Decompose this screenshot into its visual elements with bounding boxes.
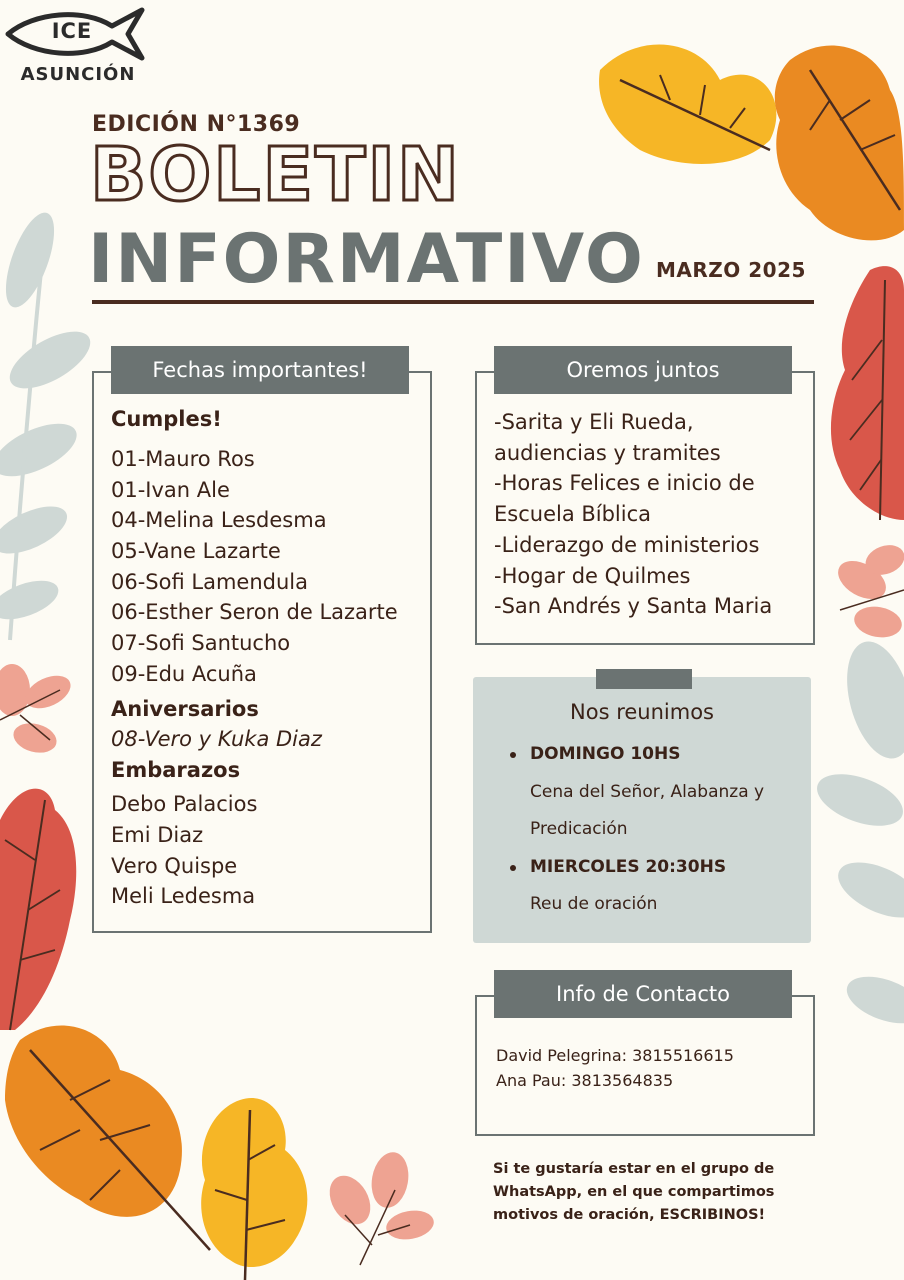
- whatsapp-note: Si te gustaría estar en el grupo de WhatsApp, en el que compartimos motivos de oración, ESCRIBINOS!: [493, 1161, 775, 1223]
- list-item: -Liderazgo de ministerios: [494, 533, 760, 557]
- reunimos-title: Nos reunimos: [570, 700, 714, 724]
- logo-city: ASUNCIÓN: [20, 64, 136, 85]
- edition-number: EDICIÓN N°1369: [92, 112, 301, 137]
- list-item: Meli Ledesma: [111, 884, 256, 908]
- title-boletin: BOLETIN: [90, 132, 461, 218]
- meeting-desc: Predicación: [530, 819, 628, 839]
- title-informativo: INFORMATIVO: [88, 220, 645, 299]
- pink-leaves-bottom: [321, 1149, 436, 1265]
- issue-date: MARZO 2025: [656, 258, 806, 282]
- gray-leaves-left: [0, 207, 99, 640]
- orange-leaf-top: [775, 46, 904, 241]
- list-item: 09-Edu Acuña: [111, 662, 257, 686]
- red-leaf-left: [0, 789, 76, 1030]
- list-item: -Horas Felices e inicio de: [494, 471, 755, 495]
- list-item: -San Andrés y Santa Maria: [494, 594, 773, 618]
- gray-leaves-right: [810, 634, 904, 1032]
- list-item: 06-Esther Seron de Lazarte: [111, 600, 398, 624]
- meeting-desc: Cena del Señor, Alabanza y: [530, 782, 765, 802]
- list-item: Emi Diaz: [111, 823, 204, 847]
- list-item: Escuela Bíblica: [494, 502, 652, 526]
- contacto-tab: Info de Contacto: [494, 970, 792, 1018]
- pink-leaves-right: [831, 540, 904, 641]
- list-item: 06-Sofi Lamendula: [111, 570, 308, 594]
- list-item: -Hogar de Quilmes: [494, 564, 691, 588]
- contact-line: David Pelegrina: 3815516615: [496, 1046, 734, 1065]
- aniversarios-heading: Aniversarios: [111, 697, 259, 721]
- list-item: -Sarita y Eli Rueda,: [494, 410, 694, 434]
- header-divider: [92, 300, 814, 304]
- list-item: Debo Palacios: [111, 792, 258, 816]
- list-item: 01-Mauro Ros: [111, 447, 255, 471]
- list-item: audiencias y tramites: [494, 441, 721, 465]
- embarazos-heading: Embarazos: [111, 758, 241, 782]
- list-item: 04-Melina Lesdesma: [111, 508, 327, 532]
- red-leaf-right: [831, 266, 904, 520]
- orange-leaf-bottom: [5, 1026, 210, 1250]
- yellow-leaf-top: [599, 45, 776, 164]
- meeting-label: DOMINGO 10HS: [530, 744, 681, 764]
- bullet-icon: [510, 752, 516, 758]
- meeting-desc: Reu de oración: [530, 894, 658, 914]
- list-item: 01-Ivan Ale: [111, 478, 230, 502]
- list-item: 08-Vero y Kuka Diaz: [111, 727, 322, 751]
- list-item: 07-Sofi Santucho: [111, 631, 291, 655]
- list-item: 05-Vane Lazarte: [111, 539, 281, 563]
- cumples-heading: Cumples!: [111, 407, 222, 431]
- ice-fish-logo: [4, 4, 148, 86]
- list-item: Vero Quispe: [111, 854, 238, 878]
- pink-leaves-left: [0, 664, 76, 757]
- bullet-icon: [510, 865, 516, 871]
- logo-abbr: ICE: [51, 19, 93, 43]
- tape-decoration: [596, 669, 692, 689]
- yellow-leaf-bottom: [201, 1098, 307, 1280]
- contact-line: Ana Pau: 3813564835: [496, 1071, 674, 1090]
- fechas-tab: Fechas importantes!: [111, 346, 409, 394]
- meeting-label: MIERCOLES 20:30HS: [530, 857, 727, 877]
- oremos-tab: Oremos juntos: [494, 346, 792, 394]
